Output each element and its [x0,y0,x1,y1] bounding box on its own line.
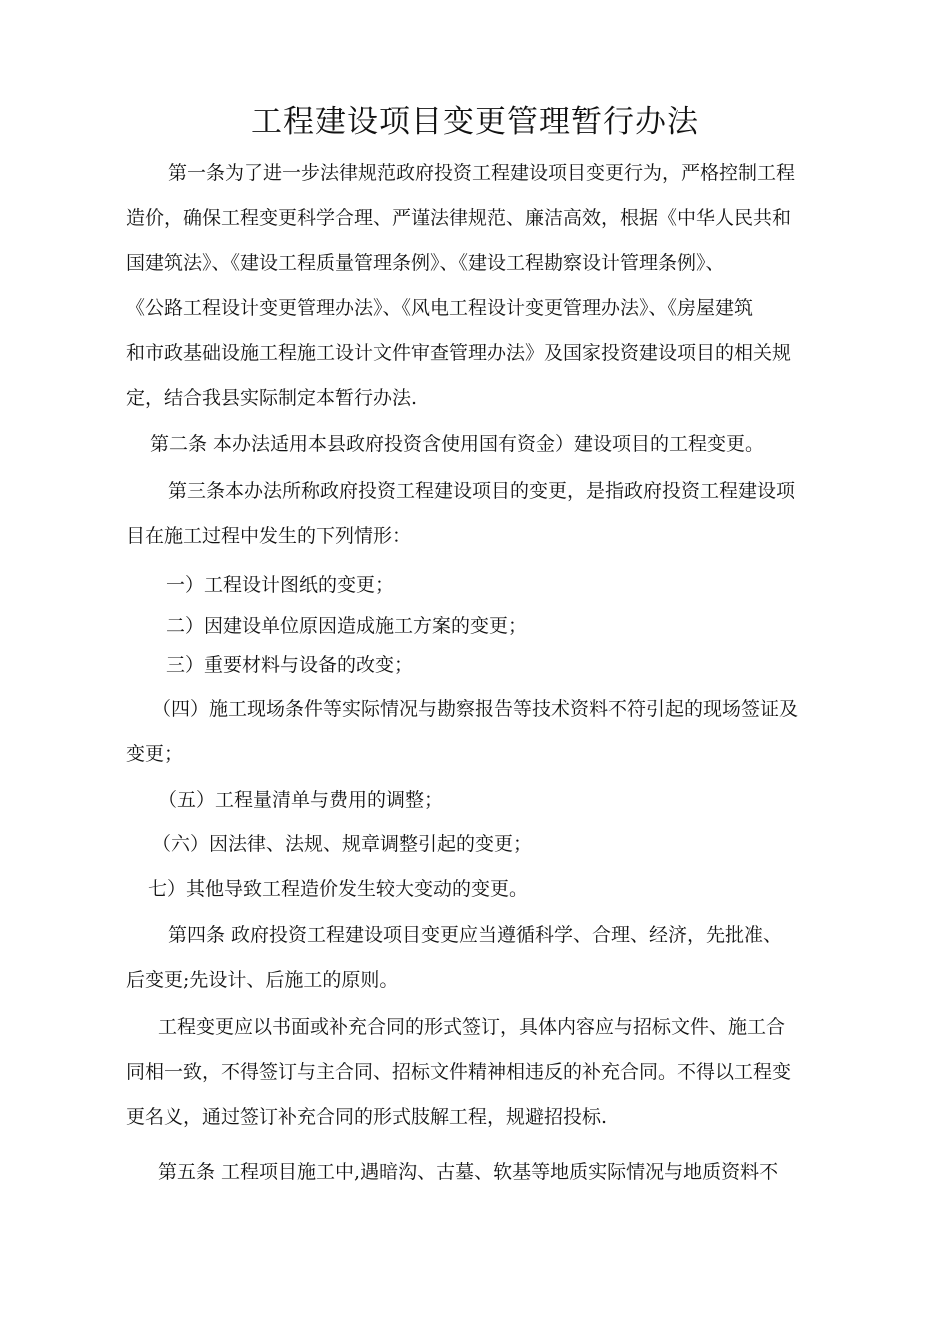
document-title: 工程建设项目变更管理暂行办法 [251,104,699,140]
article-1-line-4: 《公路工程设计变更管理办法》、《风电工程设计变更管理办法》、《房屋建筑 [126,297,754,319]
item-7: 七）其他导致工程造价发生较大变动的变更。 [148,878,529,900]
article-1-line-5: 和市政基础设施工程施工设计文件审查管理办法》及国家投资建设项目的相关规 [126,342,792,364]
article-1-line-1: 第一条为了进一步法律规范政府投资工程建设项目变更行为，严格控制工程 [168,162,796,184]
article-5-line-1: 第五条 工程项目施工中,遇暗沟、古墓、软基等地质实际情况与地质资料不 [158,1161,779,1183]
article-3-line-1: 第三条本办法所称政府投资工程建设项目的变更，是指政府投资工程建设项 [168,480,796,502]
paragraph-change-line-2: 同相一致，不得签订与主合同、招标文件精神相违反的补充合同。不得以工程变 [126,1061,792,1083]
article-1-line-2: 造价，确保工程变更科学合理、严谨法律规范、廉洁高效，根据《中华人民共和 [126,207,792,229]
article-2-line-1: 第二条 本办法适用本县政府投资含使用国有资金）建设项目的工程变更。 [150,433,765,455]
item-4-line-1: （四）施工现场条件等实际情况与勘察报告等技术资料不符引起的现场签证及 [152,698,799,720]
article-4-line-1: 第四条 政府投资工程建设项目变更应当遵循科学、合理、经济，先批准、 [168,924,783,946]
item-3: 三）重要材料与设备的改变； [166,654,414,676]
item-5: （五）工程量清单与费用的调整； [158,789,444,811]
item-2: 二）因建设单位原因造成施工方案的变更； [166,615,528,637]
paragraph-change-line-3: 更名义，通过签订补充合同的形式肢解工程，规避招投标. [126,1106,608,1128]
article-4-line-2: 后变更;先设计、后施工的原则。 [126,969,399,991]
article-3-line-2: 目在施工过程中发生的下列情形： [126,525,412,547]
item-6: （六）因法律、法规、规章调整引起的变更； [152,833,533,855]
paragraph-change-line-1: 工程变更应以书面或补充合同的形式签订，具体内容应与招标文件、施工合 [158,1016,786,1038]
article-1-line-3: 国建筑法》、《建设工程质量管理条例》、《建设工程勘察设计管理条例》、 [126,252,725,274]
article-1-line-6: 定，结合我县实际制定本暂行办法. [126,387,418,409]
item-1: 一）工程设计图纸的变更； [166,574,395,596]
item-4-line-2: 变更； [126,743,184,765]
